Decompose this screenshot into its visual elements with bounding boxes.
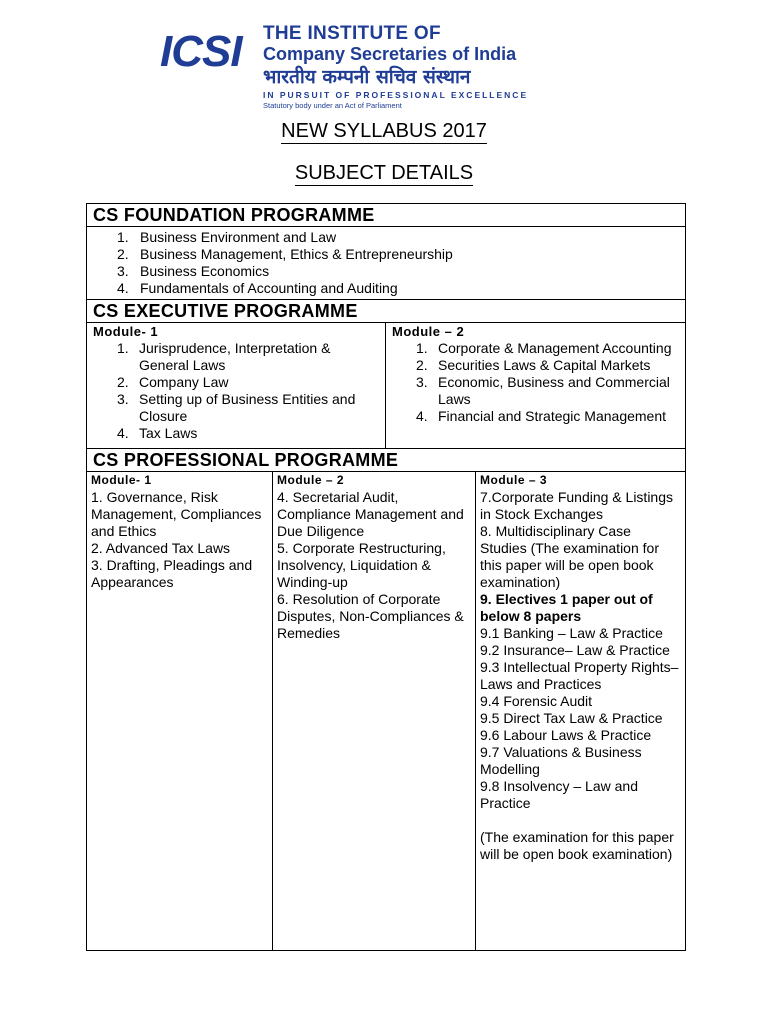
- subject-details-title: SUBJECT DETAILS: [294, 162, 474, 184]
- syllabus-title: NEW SYLLABUS 2017: [281, 120, 487, 142]
- svg-text:ICSI: ICSI: [160, 27, 242, 74]
- list-item: 3. Setting up of Business Entities and Closure: [117, 391, 356, 424]
- module-label: Module- 1: [93, 324, 159, 339]
- list-item: 3. Drafting, Pleadings and Appearances: [91, 557, 253, 590]
- professional-modules: [87, 472, 685, 950]
- list-item: 2. Securities Laws & Capital Markets: [416, 357, 651, 373]
- elective-item: 9.3 Intellectual Property Rights– Laws and Practices: [480, 659, 679, 692]
- org-line2: Company Secretaries of India: [263, 44, 517, 64]
- electives-heading: 9. Electives 1 paper out of below 8 papers: [480, 591, 653, 624]
- list-item: 3. Business Economics: [117, 263, 270, 279]
- module-label: Module – 3: [480, 473, 548, 487]
- elective-item: 9.6 Labour Laws & Practice: [480, 727, 652, 743]
- list-item: 8. Multidisciplinary Case Studies (The examination for this paper will be open book examination): [480, 523, 659, 590]
- list-item: 7.Corporate Funding & Listings in Stock Exchanges: [480, 489, 673, 522]
- elective-item: 9.5 Direct Tax Law & Practice: [480, 710, 663, 726]
- foundation-subjects: [87, 227, 685, 300]
- executive-module-2: [386, 323, 683, 448]
- module-label: Module – 2: [392, 324, 465, 339]
- list-item: 2. Advanced Tax Laws: [91, 540, 231, 556]
- list-item: 4. Financial and Strategic Management: [416, 408, 667, 424]
- org-statutory-note: Statutory body under an Act of Parliament: [263, 101, 402, 110]
- executive-heading: CS EXECUTIVE PROGRAMME: [87, 300, 685, 323]
- list-item: 1. Jurisprudence, Interpretation & General Laws: [117, 340, 331, 373]
- icsi-logo-mark: [158, 26, 258, 74]
- elective-item: 9.4 Forensic Audit: [480, 693, 593, 709]
- executive-modules: [87, 323, 685, 449]
- module-label: Module – 2: [277, 473, 345, 487]
- list-item: 4. Secretarial Audit, Compliance Management and Due Diligence: [277, 489, 464, 539]
- professional-heading: CS PROFESSIONAL PROGRAMME: [87, 449, 685, 472]
- open-book-note: (The examination for this paper will be open book examination): [480, 829, 674, 862]
- list-item: 1. Business Environment and Law: [117, 229, 337, 245]
- list-item: 4. Tax Laws: [117, 425, 198, 441]
- list-item: 1. Governance, Risk Management, Compliances and Ethics: [91, 489, 262, 539]
- list-item: 2. Company Law: [117, 374, 229, 390]
- foundation-heading: CS FOUNDATION PROGRAMME: [87, 204, 685, 227]
- institute-name-block: [263, 24, 528, 111]
- elective-item: 9.8 Insolvency – Law and Practice: [480, 778, 638, 811]
- elective-item: 9.2 Insurance– Law & Practice: [480, 642, 670, 658]
- list-item: 3. Economic, Business and Commercial Laws: [416, 374, 670, 407]
- org-hindi-name: भारतीय कम्पनी सचिव संस्थान: [263, 66, 471, 88]
- module-label: Module- 1: [91, 473, 152, 487]
- list-item: 4. Fundamentals of Accounting and Auditing: [117, 280, 398, 296]
- spacer: [480, 812, 679, 829]
- list-item: 1. Corporate & Management Accounting: [416, 340, 672, 356]
- org-tagline: IN PURSUIT OF PROFESSIONAL EXCELLENCE: [263, 90, 529, 100]
- list-item: 5. Corporate Restructuring, Insolvency, Liquidation & Winding-up: [277, 540, 446, 590]
- elective-item: 9.1 Banking – Law & Practice: [480, 625, 663, 641]
- professional-module-2: [273, 472, 476, 950]
- professional-module-3: [476, 472, 683, 950]
- org-line1: THE INSTITUTE OF: [263, 23, 441, 44]
- elective-item: 9.7 Valuations & Business Modelling: [480, 744, 642, 777]
- executive-module-1: [87, 323, 386, 448]
- list-item: 2. Business Management, Ethics & Entrepreneurship: [117, 246, 453, 262]
- institute-logo: [158, 14, 608, 110]
- professional-module-1: [87, 472, 273, 950]
- syllabus-table: [86, 203, 686, 951]
- list-item: 6. Resolution of Corporate Disputes, Non-Compliances & Remedies: [277, 591, 464, 641]
